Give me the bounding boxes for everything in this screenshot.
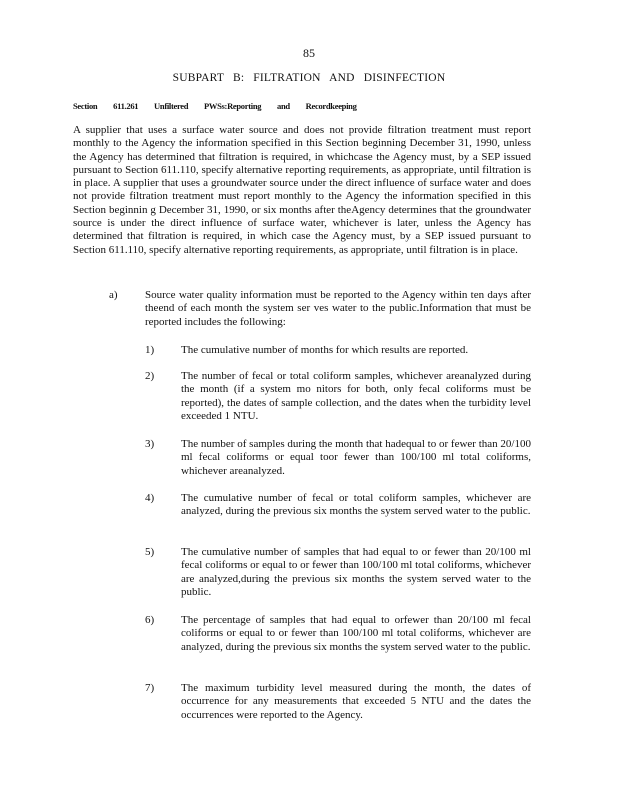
subitem-text: The cumulative number of fecal or total coliform samples, whichever are analyzed, during the previous six months the system served water to the public. [181,492,531,518]
subitem-text: The maximum turbidity level measured during the month, the dates of occurrence for any measurements that exceeded 5 NTU and the dates the occurrences were reported to the Agency. [181,682,531,721]
intro-paragraph: A supplier that uses a surface water source and does not provide filtration treatment must report monthly to the Agency the information specified in this Section beginning December 31, 1990, unless the Agency has determined that filtration is required, in whichcase the Agency must, by a SEP issued pursuant to Section 611.110, specify alternative reporting requirements, as appropriate, until filtration is in place. A supplier that uses a groundwater source under the direct influence of surface water and does not provide filtration treatment must report monthly to the Agency the information specified in this Section beginnin g December 31, 1990, or six months after theAgency determines that the groundwater source is under the direct influence of surface water, whichever is later, unless the Agency has determined that filtration is required, in which case the Agency must, by a SEP issued pursuant to Section 611.110, specify alternative reporting requirements, as appropriate, until filtration is in place. [73,124,531,256]
subitem-text: The number of samples during the month that hadequal to or fewer than 20/100 ml fecal coliforms or equal toor fewer than 100/100 ml total coliforms, whichever areanalyzed. [181,438,531,477]
subitem-7 [145,682,533,722]
subitem-text: The percentage of samples that had equal to orfewer than 20/100 ml fecal coliforms or equal to or fewer than 100/100 ml total coliforms, whichever are analyzed, during the previous six months the system served water to the public. [181,614,531,653]
section-heading: Section 611.261 Unfiltered PWSs:Reporting and Recordkeeping [73,101,357,111]
subitem-text: The cumulative number of months for which results are reported. [181,344,469,356]
subitem-2 [145,370,533,423]
subpart-title: SUBPART B: FILTRATION AND DISINFECTION [172,72,446,84]
subitem-6 [145,614,533,654]
subitem-number: 4) [145,492,155,504]
subitem-3 [145,438,533,478]
subitem-5 [145,546,533,599]
subitem-number: 5) [145,546,155,558]
subitem-number: 3) [145,438,155,450]
page-number: 85 [303,46,315,60]
subitem-4 [145,492,533,519]
subitem-number: 2) [145,370,155,382]
subitem-1 [145,344,533,357]
list-item-label: a) [109,289,118,301]
subitem-text: The cumulative number of samples that had equal to or fewer than 20/100 ml fecal coliforms or equal to or fewer than 100/100 ml total coliforms, whichever are analyzed,during the previous six months the system served water to the public. [181,546,531,598]
subitem-number: 1) [145,344,155,356]
subitem-number: 6) [145,614,155,626]
list-item-text: Source water quality information must be reported to the Agency within ten days after theend of each month the system ser ves water to the public.Information that must be reported includes the following: [145,289,531,328]
subitem-text: The number of fecal or total coliform samples, whichever areanalyzed during the month (if a system mo nitors for both, only fecal coliforms must be reported), the dates of sample collection, and the dates when the turbidity level exceeded 1 NTU. [181,370,531,422]
list-item-a [109,289,534,329]
subitem-number: 7) [145,682,155,694]
